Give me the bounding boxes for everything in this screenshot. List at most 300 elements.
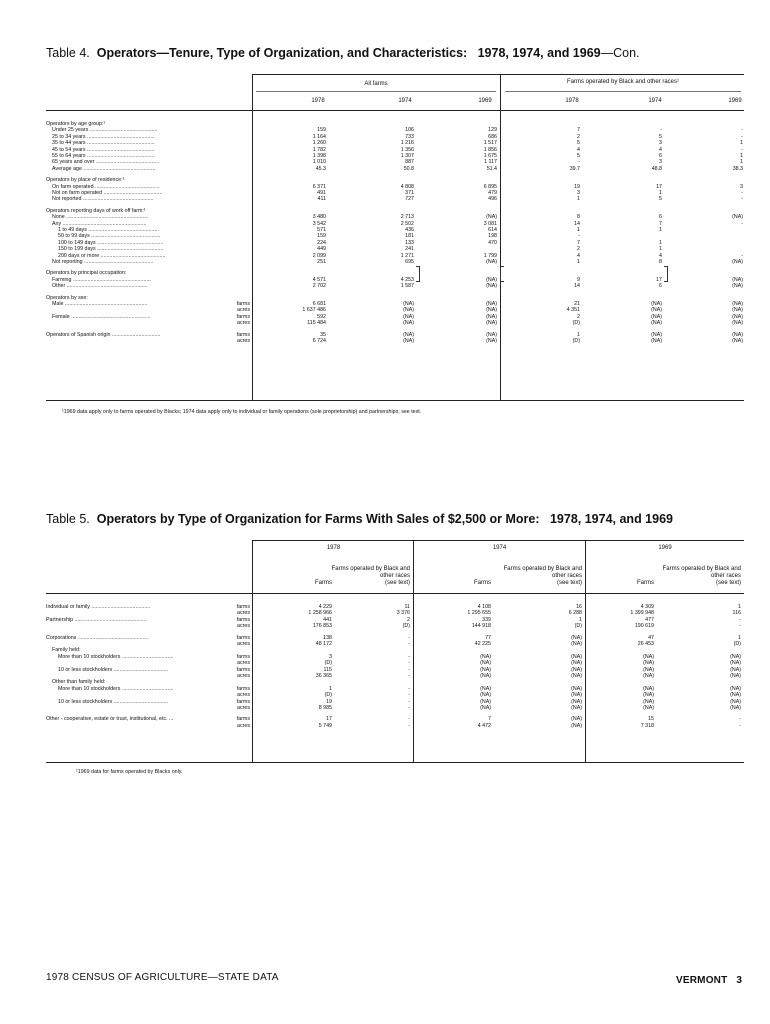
- table4-cell: 1 260: [312, 140, 326, 147]
- table5-row-label: More than 10 stockholders ...................................: [58, 685, 174, 692]
- table5-black-header: Farms operated by Black and other races: [662, 566, 741, 579]
- table5-cell: (NA): [643, 685, 654, 692]
- table5-cell: -: [739, 722, 741, 729]
- table4-cell: (NA): [732, 301, 743, 307]
- table4-cell: 6 724: [312, 338, 326, 344]
- table4-cell: -: [741, 196, 743, 203]
- table5-cell: 11: [404, 604, 410, 610]
- table5-cell: (NA): [643, 698, 654, 705]
- table4-cell: (NA): [651, 313, 662, 320]
- table4-cell: -: [741, 252, 743, 259]
- table4-group-underline-all: [256, 91, 496, 92]
- table5-cell: (NA): [643, 660, 654, 667]
- table4-cell: 17: [656, 183, 662, 190]
- table5-cell: (NA): [730, 685, 741, 692]
- table4-row-unit: acres: [237, 320, 250, 327]
- table5-cell: 441: [323, 616, 332, 623]
- table5-cell: (NA): [643, 705, 654, 711]
- table4-cell: (NA): [732, 259, 743, 265]
- table4-cell: 695: [405, 259, 414, 265]
- table4-cell: 6 681: [312, 301, 326, 307]
- table4-row-unit: farms: [236, 313, 250, 320]
- table4-cell: 496: [488, 196, 497, 203]
- table5-cell: (NA): [643, 653, 654, 660]
- table4-cell: 5: [659, 133, 662, 140]
- table5-cell: (NA): [571, 716, 582, 723]
- table5-row-unit: acres: [237, 660, 250, 667]
- table4-row-label: 150 to 199 days .............................................: [58, 246, 164, 253]
- table4-row-label: 100 to 149 days .............................................: [58, 239, 164, 246]
- table4-row-label: Operators by place of residence:¹: [46, 177, 125, 184]
- table5-year-0: 1978: [326, 545, 341, 551]
- table4-cell: 686: [488, 133, 497, 140]
- table4-cell: (NA): [486, 313, 497, 320]
- table4-cell: -: [741, 133, 743, 140]
- page-footer-title: 1978 CENSUS OF AGRICULTURE—STATE DATA: [46, 972, 279, 983]
- table4-row-label: 50 to 99 days ...............................................: [58, 233, 161, 240]
- table4-cell: 6 895: [483, 183, 497, 190]
- table5-cell: -: [408, 634, 410, 641]
- table4-range-bracket: [416, 266, 420, 282]
- table4-cell: (NA): [651, 331, 662, 338]
- table4-row-label: Operators by age group:¹: [46, 121, 106, 127]
- table5-cell: 1 258 966: [308, 610, 332, 617]
- table5-cell: 6 288: [568, 610, 582, 617]
- table4-cell: -: [741, 190, 743, 196]
- table5-cell: (NA): [730, 673, 741, 679]
- page-number: 3: [736, 975, 743, 986]
- table4-cell: 115 484: [307, 320, 326, 327]
- table4-cell: 4 351: [566, 307, 580, 314]
- table4-cell: (NA): [486, 320, 497, 327]
- table4-cell: (NA): [486, 283, 497, 290]
- table4-row-label: Operators reporting days of work off farm:¹: [46, 207, 146, 214]
- table5-row-label: Other - cooperative, estate or trust, institutional, etc. ...: [46, 716, 174, 723]
- table4-row-label: None ........................................................: [52, 214, 149, 221]
- table5-cell: -: [739, 623, 741, 630]
- table4-cell: (NA): [732, 320, 743, 327]
- table4-cell: 592: [317, 313, 326, 320]
- table4-cell: 491: [317, 190, 326, 196]
- table5-cell: -: [408, 653, 410, 660]
- table5-see-text: (see text): [384, 580, 410, 586]
- table5-row-unit: farms: [236, 616, 250, 623]
- table4-row-label: 65 years and over ...........................................: [52, 159, 160, 166]
- table4-cell: 129: [488, 127, 497, 134]
- table4-cell: (D): [572, 338, 580, 344]
- table4-cell: 1 799: [483, 252, 497, 259]
- table5-row-label: Family held:: [52, 647, 81, 654]
- table5-see-text: (see text): [556, 580, 582, 586]
- table4-year-3: 1978: [565, 98, 579, 104]
- table5-cell: 1 399 948: [630, 610, 654, 617]
- table4-cell: (NA): [486, 301, 497, 307]
- table5-cell: (NA): [643, 692, 654, 699]
- table5-cell: -: [408, 673, 410, 679]
- table4-cell: 1 782: [312, 146, 326, 153]
- table5-title-main: Operators by Type of Organization for Farms With Sales of $2,500 or More:: [96, 512, 540, 526]
- table5-row-label: 10 or less stockholders .....................................: [58, 666, 169, 673]
- table4-cell: -: [741, 220, 743, 227]
- table5-cell: 339: [482, 616, 491, 623]
- table5-cell: (D): [324, 692, 332, 699]
- table4-row-label: Average age .................................................: [52, 165, 156, 172]
- table5-cell: 48 172: [315, 641, 332, 647]
- table4-cell: 159: [317, 233, 326, 240]
- table5-cell: (NA): [730, 698, 741, 705]
- table4-cell: (NA): [651, 320, 662, 327]
- table4-cell: 2 099: [312, 252, 326, 259]
- table4-cell: (NA): [732, 307, 743, 314]
- table5-cell: 4 108: [477, 604, 491, 610]
- table5-cell: (NA): [730, 705, 741, 711]
- table4-cell: (NA): [732, 313, 743, 320]
- table4-cell: 14: [574, 283, 580, 290]
- table5-year-1: 1974: [492, 545, 507, 551]
- table5-cell: (NA): [571, 660, 582, 667]
- table4-cell: 4 808: [400, 183, 414, 190]
- table5-cell: -: [408, 722, 410, 729]
- table5-cell: (NA): [730, 692, 741, 699]
- table5-row-unit: farms: [236, 685, 250, 692]
- table4-cell: 1: [577, 259, 580, 265]
- table4-bottom-rule: [46, 400, 744, 401]
- table5-cell: (NA): [480, 698, 491, 705]
- table4-cell: 4: [577, 146, 580, 153]
- table4-stub-divider: [252, 74, 253, 400]
- table5-cell: -: [408, 692, 410, 699]
- table5-cell: (NA): [480, 692, 491, 699]
- table4-cell: 7: [659, 220, 662, 227]
- table4-cell: 4 571: [312, 276, 326, 283]
- table5-cell: 4 229: [318, 604, 332, 610]
- table5-cell: 190 619: [634, 623, 654, 630]
- table4-cell: (NA): [403, 338, 414, 344]
- table4-cell: 411: [317, 196, 326, 203]
- table5-cell: 77: [485, 634, 491, 641]
- table5-cell: (NA): [730, 660, 741, 667]
- table4-row-label: Male ........................................................: [52, 301, 148, 307]
- table5-cell: 115: [323, 666, 332, 673]
- table4-cell: 6 371: [312, 183, 326, 190]
- table4-header-rule: [46, 110, 744, 111]
- table5-footnote: ¹1969 data for farms operated by Blacks only.: [76, 769, 183, 775]
- table4-cell: 1 216: [400, 140, 414, 147]
- table5-cell: (NA): [571, 666, 582, 673]
- table4-cell: 1 356: [400, 146, 414, 153]
- table4-cell: 159: [317, 127, 326, 134]
- table4-row-label: Operators by sex:: [46, 294, 88, 301]
- table4-cell: 14: [574, 220, 580, 227]
- table4-cell: (NA): [651, 301, 662, 307]
- table5-row-label: Corporations ................................................: [46, 634, 149, 641]
- table4-cell: 6: [659, 214, 662, 221]
- table4-cell: 449: [317, 246, 326, 253]
- table4-year-0: 1978: [311, 98, 325, 104]
- table4-cell: (NA): [486, 307, 497, 314]
- table4-cell: 1: [740, 140, 743, 147]
- table5-top-rule: [252, 540, 744, 541]
- table4-row-label: Not reported ................................................: [52, 196, 154, 203]
- table4-cell: (NA): [486, 276, 497, 283]
- page-footer-right: [676, 975, 742, 986]
- table4-cell: 6: [659, 153, 662, 159]
- table4-cell: 2 713: [400, 214, 414, 221]
- table4-cell: 1 398: [312, 153, 326, 159]
- table4-cell: 2 502: [400, 220, 414, 227]
- table4-cell: 3 542: [312, 220, 326, 227]
- table4-row-label: 45 to 54 years ..............................................: [52, 146, 155, 153]
- table5-cell: 47: [648, 634, 654, 641]
- table5-cell: (D): [733, 641, 741, 647]
- table4-cell: (NA): [732, 283, 743, 290]
- table5-row-unit: acres: [237, 673, 250, 679]
- table4-cell: 3 480: [312, 214, 326, 221]
- table5-row-unit: farms: [236, 634, 250, 641]
- table4-top-rule: [252, 74, 744, 75]
- table5-cell: (NA): [643, 666, 654, 673]
- table5-row-label: More than 10 stockholders ...................................: [58, 653, 174, 660]
- table4-cell: 38.3: [732, 165, 743, 172]
- table5-cell: 3 376: [396, 610, 410, 617]
- table5-cell: (D): [324, 660, 332, 667]
- table5-cell: -: [408, 685, 410, 692]
- table4-year-2: 1969: [478, 98, 492, 104]
- table4-row-unit: farms: [236, 301, 250, 307]
- table5-divider-1969: [585, 540, 586, 762]
- table4-cell: 1: [577, 331, 580, 338]
- table4-row-label: 35 to 44 years ..............................................: [52, 140, 155, 147]
- table5-cell: 1: [738, 634, 741, 641]
- table5-cell: 138: [323, 634, 332, 641]
- table4-cell: 251: [317, 259, 326, 265]
- table5-cell: 2: [407, 616, 410, 623]
- table4-cell: 1 271: [400, 252, 414, 259]
- table4-cell: (NA): [403, 313, 414, 320]
- table4-cell: 479: [488, 190, 497, 196]
- table4-cell: 2: [577, 313, 580, 320]
- table4-cell: 7: [577, 127, 580, 134]
- table4-year-5: 1969: [728, 98, 742, 104]
- table4-cell: 51.4: [486, 165, 497, 172]
- table4-cell: 887: [405, 159, 414, 166]
- table4-row-label: Farming .....................................................: [52, 276, 151, 283]
- table4-cell: 19: [574, 183, 580, 190]
- table4-cell: (NA): [486, 331, 497, 338]
- table4-cell: 571: [317, 227, 326, 233]
- table4-row-label: 200 days or more ............................................: [58, 252, 166, 259]
- table4-cell: 1 675: [483, 153, 497, 159]
- table5-cell: 19: [326, 698, 332, 705]
- table5-cell: (NA): [571, 722, 582, 729]
- table5-cell: 4 309: [640, 604, 654, 610]
- table4-cell: (NA): [486, 338, 497, 344]
- table4-cell: (NA): [651, 307, 662, 314]
- table4-cell: 181: [405, 233, 414, 240]
- table5-farms-header: Farms: [637, 580, 654, 586]
- table5-cell: 176 853: [312, 623, 332, 630]
- table5-cell: 1: [738, 604, 741, 610]
- table4-cell: 17: [656, 276, 662, 283]
- table5-header-rule: [46, 593, 744, 594]
- table5-cell: 16: [576, 604, 582, 610]
- table5-row-unit: acres: [237, 623, 250, 630]
- table5-row-unit: acres: [237, 705, 250, 711]
- table4-cell: 4 253: [400, 276, 414, 283]
- table4-cell: 1 517: [483, 140, 497, 147]
- table5-cell: 15: [648, 716, 654, 723]
- table5-cell: 7 318: [640, 722, 654, 729]
- table4-cell: (NA): [486, 214, 497, 221]
- table4-row-label: Any .........................................................: [52, 220, 147, 227]
- table5-cell: 1: [579, 616, 582, 623]
- table5-farms-header: Farms: [315, 580, 332, 586]
- table5-cell: -: [739, 616, 741, 623]
- table5-row-unit: acres: [237, 722, 250, 729]
- table4-cell: 3: [577, 190, 580, 196]
- table4-cell: 6: [659, 283, 662, 290]
- table4-cell: 8: [577, 214, 580, 221]
- table5-cell: 4 472: [477, 722, 491, 729]
- table5-cell: -: [408, 705, 410, 711]
- table5-cell: (NA): [571, 685, 582, 692]
- table5-cell: (NA): [571, 673, 582, 679]
- table4-cell: 1 587: [400, 283, 414, 290]
- table4-cell: 2: [577, 246, 580, 253]
- table5-row-unit: acres: [237, 610, 250, 617]
- table5-cell: (NA): [571, 692, 582, 699]
- table4-cell: 1: [740, 153, 743, 159]
- table4-cell: (NA): [403, 307, 414, 314]
- table4-row-label: 1 to 49 days ................................................: [58, 227, 159, 233]
- table5-cell: (NA): [571, 641, 582, 647]
- table4-cell: 5: [577, 140, 580, 147]
- table5-see-text: (see text): [715, 580, 741, 586]
- table5-row-unit: farms: [236, 716, 250, 723]
- table4-year-1: 1974: [398, 98, 412, 104]
- table4-title-suffix: —Con.: [600, 46, 640, 60]
- table4-cell: 1: [659, 239, 662, 246]
- table4-cell: 133: [405, 239, 414, 246]
- table4-cell: 5: [659, 196, 662, 203]
- table4-row-label: Other .......................................................: [52, 283, 148, 290]
- table5-cell: 8 985: [318, 705, 332, 711]
- table4-row-unit: acres: [237, 307, 250, 314]
- table5-cell: -: [408, 660, 410, 667]
- table4-cell: -: [660, 127, 662, 134]
- table5-cell: -: [739, 716, 741, 723]
- table4-row-label: Not on farm operated ........................................: [52, 190, 163, 196]
- table4-cell: 3: [740, 183, 743, 190]
- table5-row-unit: farms: [236, 698, 250, 705]
- table4-cell: 1 856: [483, 146, 497, 153]
- table4-row-label: Operators of Spanish origin .................................: [46, 331, 161, 338]
- table4-title: [46, 46, 640, 60]
- table4-cell: (NA): [486, 259, 497, 265]
- table4-cell: 1: [659, 246, 662, 253]
- table5-row-label: Other than family held:: [52, 679, 106, 686]
- table4-cell: 2 702: [312, 283, 326, 290]
- table5-row-unit: farms: [236, 604, 250, 610]
- table5-divider-1974: [413, 540, 414, 762]
- table4-row-label: 25 to 34 years ..............................................: [52, 133, 155, 140]
- table4-group-underline-black: [505, 91, 741, 92]
- table4-cell: -: [741, 127, 743, 134]
- table4-cell: (NA): [651, 338, 662, 344]
- table4-cell: 1: [740, 159, 743, 166]
- table5-cell: (NA): [571, 698, 582, 705]
- table4-cell: (NA): [403, 301, 414, 307]
- table4-cell: 21: [574, 301, 580, 307]
- table4-cell: 1: [577, 196, 580, 203]
- table4-cell: 4: [659, 252, 662, 259]
- table5-cell: (NA): [571, 653, 582, 660]
- table4-row-label: Operators by principal occupation:: [46, 270, 127, 277]
- table4-cell: 8: [659, 259, 662, 265]
- table5-cell: 36 365: [315, 673, 332, 679]
- table4-cell: 3 081: [483, 220, 497, 227]
- table5-cell: (NA): [480, 653, 491, 660]
- table5-cell: -: [408, 698, 410, 705]
- table5-row-label: Individual or family ........................................: [46, 604, 151, 610]
- table4-cell: 1: [577, 227, 580, 233]
- table4-cell: 470: [488, 239, 497, 246]
- table5-cell: -: [408, 716, 410, 723]
- table4-cell: 45.3: [315, 165, 326, 172]
- table4-title-years: 1978, 1974, and 1969: [477, 46, 601, 60]
- table4-row-label: On farm operated ............................................: [52, 183, 160, 190]
- table4-year-4: 1974: [648, 98, 662, 104]
- table5-cell: 477: [645, 616, 654, 623]
- table5-farms-header: Farms: [474, 580, 491, 586]
- table4-cell: (NA): [403, 331, 414, 338]
- table4-cell: 39.7: [569, 165, 580, 172]
- table4-cell: 50.8: [403, 165, 414, 172]
- table4-row-label: 55 to 64 years ..............................................: [52, 153, 155, 159]
- table4-cell: (D): [572, 320, 580, 327]
- table4-cell: 1: [659, 190, 662, 196]
- table4-cell: 1 307: [400, 153, 414, 159]
- table5-title: [46, 512, 673, 526]
- table5-title-prefix: Table 5.: [46, 512, 90, 526]
- table4-cell: 106: [405, 127, 414, 134]
- table4-cell: 3: [659, 140, 662, 147]
- table5-stub-divider: [252, 540, 253, 762]
- table4-cell: -: [578, 233, 580, 240]
- table4-cell: 1: [659, 227, 662, 233]
- table5-black-header: Farms operated by Black and other races: [503, 566, 582, 579]
- table4-cell: 7: [577, 239, 580, 246]
- table5-row-unit: acres: [237, 692, 250, 699]
- table5-black-header: Farms operated by Black and other races: [331, 566, 410, 579]
- table5-cell: 17: [326, 716, 332, 723]
- table5-row-label: 10 or less stockholders .....................................: [58, 698, 169, 705]
- table4-footnote: ¹1969 data apply only to farms operated by Blacks; 1974 data apply only to individual or family operations (sole proprietorship) and partnerships; see text.: [62, 409, 422, 415]
- table4-title-main: Operators—Tenure, Type of Organization, and Characteristics:: [96, 46, 468, 60]
- table4-cell: (NA): [732, 214, 743, 221]
- table4-cell: 3: [659, 159, 662, 166]
- table4-cell: (NA): [732, 331, 743, 338]
- table5-cell: (NA): [480, 705, 491, 711]
- table4-group-all-header: All farms: [364, 81, 388, 87]
- table4-row-label: Under 25 years ..............................................: [52, 127, 158, 134]
- table5-cell: 26 453: [637, 641, 654, 647]
- table4-cell: 35: [320, 331, 326, 338]
- table4-cell: -: [741, 146, 743, 153]
- table5-cell: (NA): [730, 653, 741, 660]
- table5-bottom-rule: [46, 762, 744, 763]
- table4-group-divider: [500, 74, 501, 400]
